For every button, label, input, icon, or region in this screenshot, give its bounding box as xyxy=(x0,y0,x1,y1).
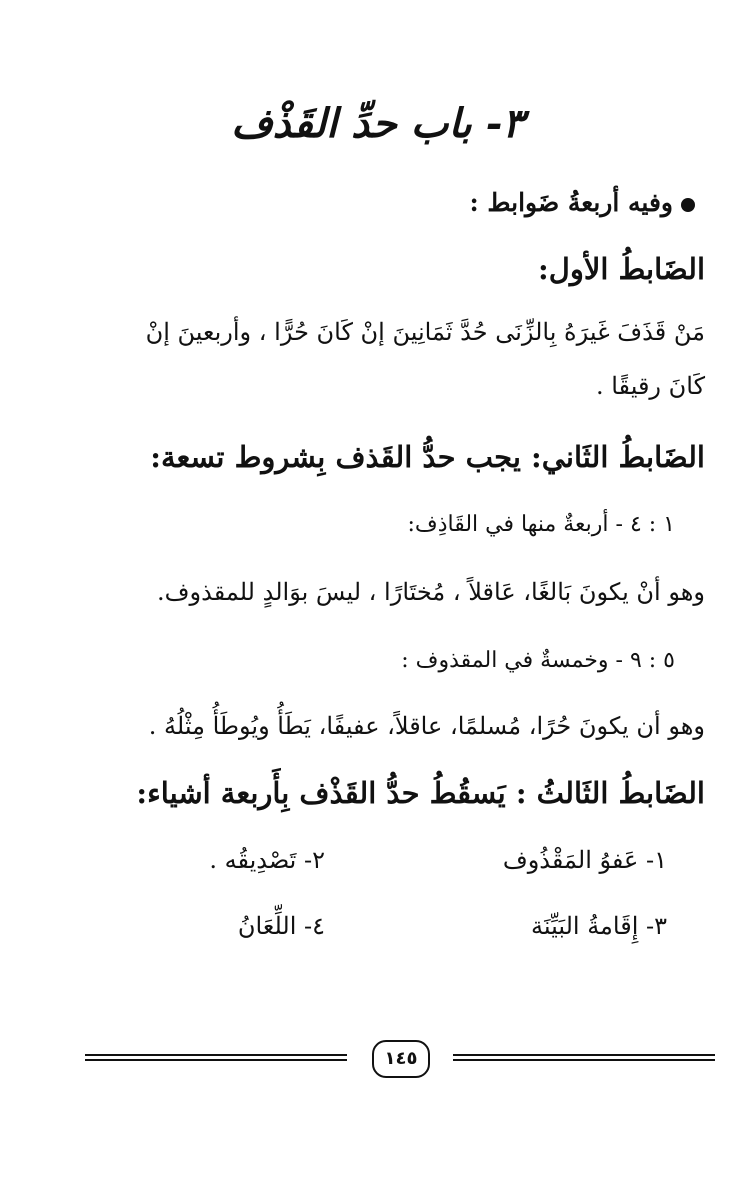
rule3-item1: ١- عَفوُ المَقْذُوف xyxy=(502,846,667,874)
rule2-sub2: ٥ : ٩ - وخمسةٌ في المقذوف : xyxy=(401,648,675,673)
page-footer xyxy=(85,1040,715,1080)
rule2-heading: الضَابطُ الثَاني: يجب حدُّ القَذف بِشروط تسعة: xyxy=(150,440,705,474)
rule1-heading: الضَابطُ الأول: xyxy=(538,252,705,286)
rule3-heading: الضَابطُ الثَالثُ : يَسقُطُ حدُّ القَذْف بِأَربعة أشياء: xyxy=(136,776,705,810)
rule2-sub1: ١ : ٤ - أربعةٌ منها في القَاذِف: xyxy=(407,512,675,537)
rule1-text-line1: مَنْ قَذَفَ غَيرَهُ بِالزِّنَى حُدَّ ثَمَانِينَ إنْ كَانَ حُرًّا ، وأربعينَ إنْ xyxy=(145,318,705,346)
rule1-text-line2: كَانَ رقيقًا . xyxy=(595,372,705,400)
footer-rule-right xyxy=(453,1054,715,1061)
intro-text: وفيه أربعةُ ضَوابط : xyxy=(469,188,673,217)
rule2-text2: وهو أن يكونَ حُرًا، مُسلمًا، عاقلاً، عفيفًا، يَطَأُ ويُوطَأُ مِثْلُهُ . xyxy=(148,712,705,740)
chapter-title: ٣- باب حدِّ القَذْف xyxy=(231,100,524,147)
page-number: ١٤٥ xyxy=(372,1040,430,1078)
footer-rule-left xyxy=(85,1054,347,1061)
rule3-item2: ٢- تَصْدِيقُه . xyxy=(209,846,325,874)
intro-line xyxy=(60,188,695,217)
rule2-text1: وهو أنْ يكونَ بَالغًا، عَاقلاً ، مُختَارًا ، ليسَ بوَالدٍ للمقذوف. xyxy=(157,578,705,606)
rule3-item3: ٣- إِقَامةُ البَيِّنَة xyxy=(530,912,667,940)
rule3-item4: ٤- اللِّعَانُ xyxy=(237,912,325,940)
bullet-icon xyxy=(681,198,695,212)
